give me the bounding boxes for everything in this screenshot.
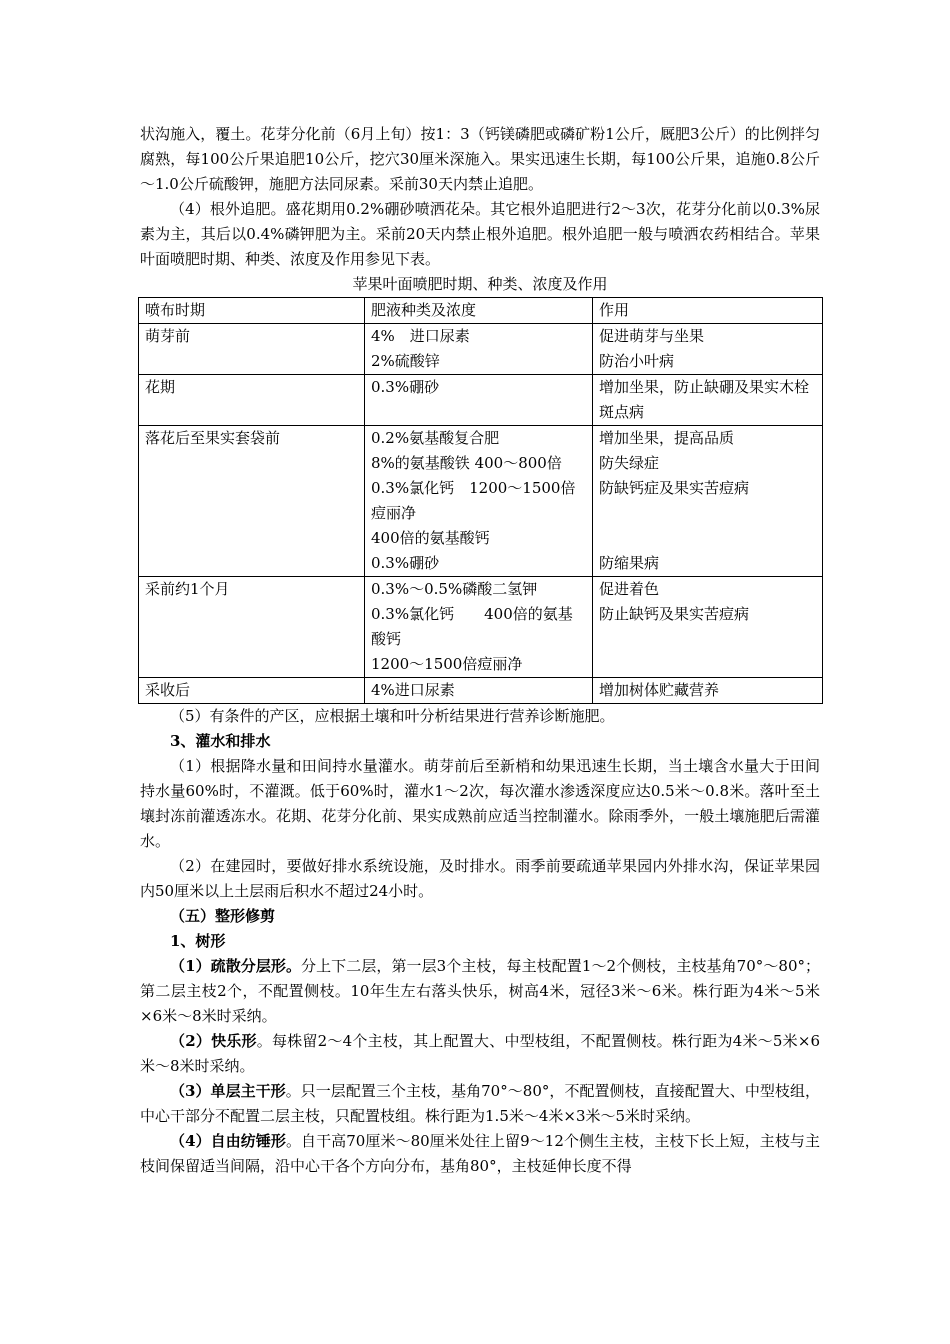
cell-period: 落花后至果实套袋前: [139, 426, 365, 577]
foliar-fertilizer-table: [138, 297, 823, 704]
cell-effect: 增加坐果，提高品质 防失绿症 防缺钙症及果实苦痘病 防缩果病: [593, 426, 823, 577]
tree-form-text: 。只一层配置三个主枝，基角70°～80°，不配置侧枝，直接配置大、中型枝组，中心干部分不配置二层主枝，只配置枝组。株行距为1.5米～4米×3米～5米时采纳。: [140, 1082, 820, 1125]
table-row: [139, 426, 823, 577]
cell-effect: 增加树体贮藏营养: [593, 678, 823, 704]
table-row: [139, 678, 823, 704]
cell-fertilizer: 4% 进口尿素 2%硫酸锌: [365, 324, 593, 375]
table-caption: 苹果叶面喷肥时期、种类、浓度及作用: [352, 275, 608, 293]
paragraph-foliar-fertilization: （4）根外追肥。盛花期用0.2%硼砂喷洒花朵。其它根外追肥进行2～3次，花芽分化前以0.3%尿素为主，其后以0.4%磷钾肥为主。采前20天内禁止根外追肥。根外追肥一般与喷洒农药相结合。苹果叶面喷肥时期、种类、浓度及作用参见下表。: [140, 200, 820, 268]
tree-form-label: （3）单层主干形: [170, 1082, 286, 1100]
header-fertilizer: 肥液种类及浓度: [365, 298, 593, 324]
paragraph-nutrition-diagnosis: （5）有条件的产区，应根据土壤和叶分析结果进行营养诊断施肥。: [170, 707, 615, 725]
tree-form-text: 。自干高70厘米～80厘米处往上留9～12个侧生主枝，主枝下长上短，主枝与主枝间保留适当间隔，沿中心干各个方向分布，基角80°，主枝延伸长度不得: [140, 1132, 820, 1175]
cell-effect: 增加坐果，防止缺硼及果实木栓斑点病: [593, 375, 823, 426]
cell-effect: 促进着色 防止缺钙及果实苦痘病: [593, 577, 823, 678]
tree-form-text: 分上下二层，第一层3个主枝，每主枝配置1～2个侧枝，主枝基角70°～80°；第二层主枝2个，不配置侧枝。10年生左右落头快乐，树高4米，冠径3米～6米。株行距为4米～5米×6米～8米时采纳。: [140, 957, 820, 1025]
cell-period: 采前约1个月: [139, 577, 365, 678]
table-row: [139, 577, 823, 678]
tree-form-label: （2）快乐形: [170, 1032, 257, 1050]
subheading-tree-form: 1、树形: [170, 932, 226, 950]
header-period: 喷布时期: [139, 298, 365, 324]
cell-period: 花期: [139, 375, 365, 426]
paragraph-topdressing: 状沟施入，覆土。花芽分化前（6月上旬）按1：3（钙镁磷肥或磷矿粉1公斤，厩肥3公斤）的比例拌匀腐熟，每100公斤果追肥10公斤，挖穴30厘米深施入。果实迅速生长期，每100公斤果，追施0.8公斤～1.0公斤硫酸钾，施肥方法同尿素。采前30天内禁止追肥。: [140, 125, 820, 193]
cell-period: 采收后: [139, 678, 365, 704]
table-header-row: [139, 298, 823, 324]
tree-form-item: [140, 1029, 820, 1079]
tree-form-item: [140, 1079, 820, 1129]
tree-form-item: [140, 1129, 820, 1179]
document-body: [140, 122, 820, 1179]
cell-period: 萌芽前: [139, 324, 365, 375]
cell-fertilizer: 0.3%硼砂: [365, 375, 593, 426]
tree-form-label: （4）自由纺锤形: [170, 1132, 286, 1150]
header-effect: 作用: [593, 298, 823, 324]
tree-form-item: [140, 954, 820, 1029]
heading-irrigation: 3、灌水和排水: [170, 732, 271, 750]
paragraph-irrigation-2: （2）在建园时，要做好排水系统设施，及时排水。雨季前要疏通苹果园内外排水沟，保证苹果园内50厘米以上土层雨后积水不超过24小时。: [140, 857, 820, 900]
table-row: [139, 375, 823, 426]
cell-fertilizer: 0.2%氨基酸复合肥 8%的氨基酸铁 400～800倍 0.3%氯化钙 1200～1500倍痘丽净 400倍的氨基酸钙 0.3%硼砂: [365, 426, 593, 577]
tree-form-text: 。每株留2～4个主枝，其上配置大、中型枝组，不配置侧枝。株行距为4米～5米×6米～8米时采纳。: [140, 1032, 820, 1075]
cell-fertilizer: 0.3%～0.5%磷酸二氢钾 0.3%氯化钙 400倍的氨基酸钙 1200～1500倍痘丽净: [365, 577, 593, 678]
tree-form-label: （1）疏散分层形。: [170, 957, 302, 975]
table-row: [139, 324, 823, 375]
cell-effect: 促进萌芽与坐果 防治小叶病: [593, 324, 823, 375]
cell-fertilizer: 4%进口尿素: [365, 678, 593, 704]
paragraph-irrigation-1: （1）根据降水量和田间持水量灌水。萌芽前后至新梢和幼果迅速生长期，当土壤含水量大于田间持水量60%时，不灌溉。低于60%时，灌水1～2次，每次灌水渗透深度应达0.5米～0.8米。落叶至土壤封冻前灌透冻水。花期、花芽分化前、果实成熟前应适当控制灌水。除雨季外，一般土壤施肥后需灌水。: [140, 757, 820, 850]
heading-pruning: （五）整形修剪: [170, 907, 276, 925]
